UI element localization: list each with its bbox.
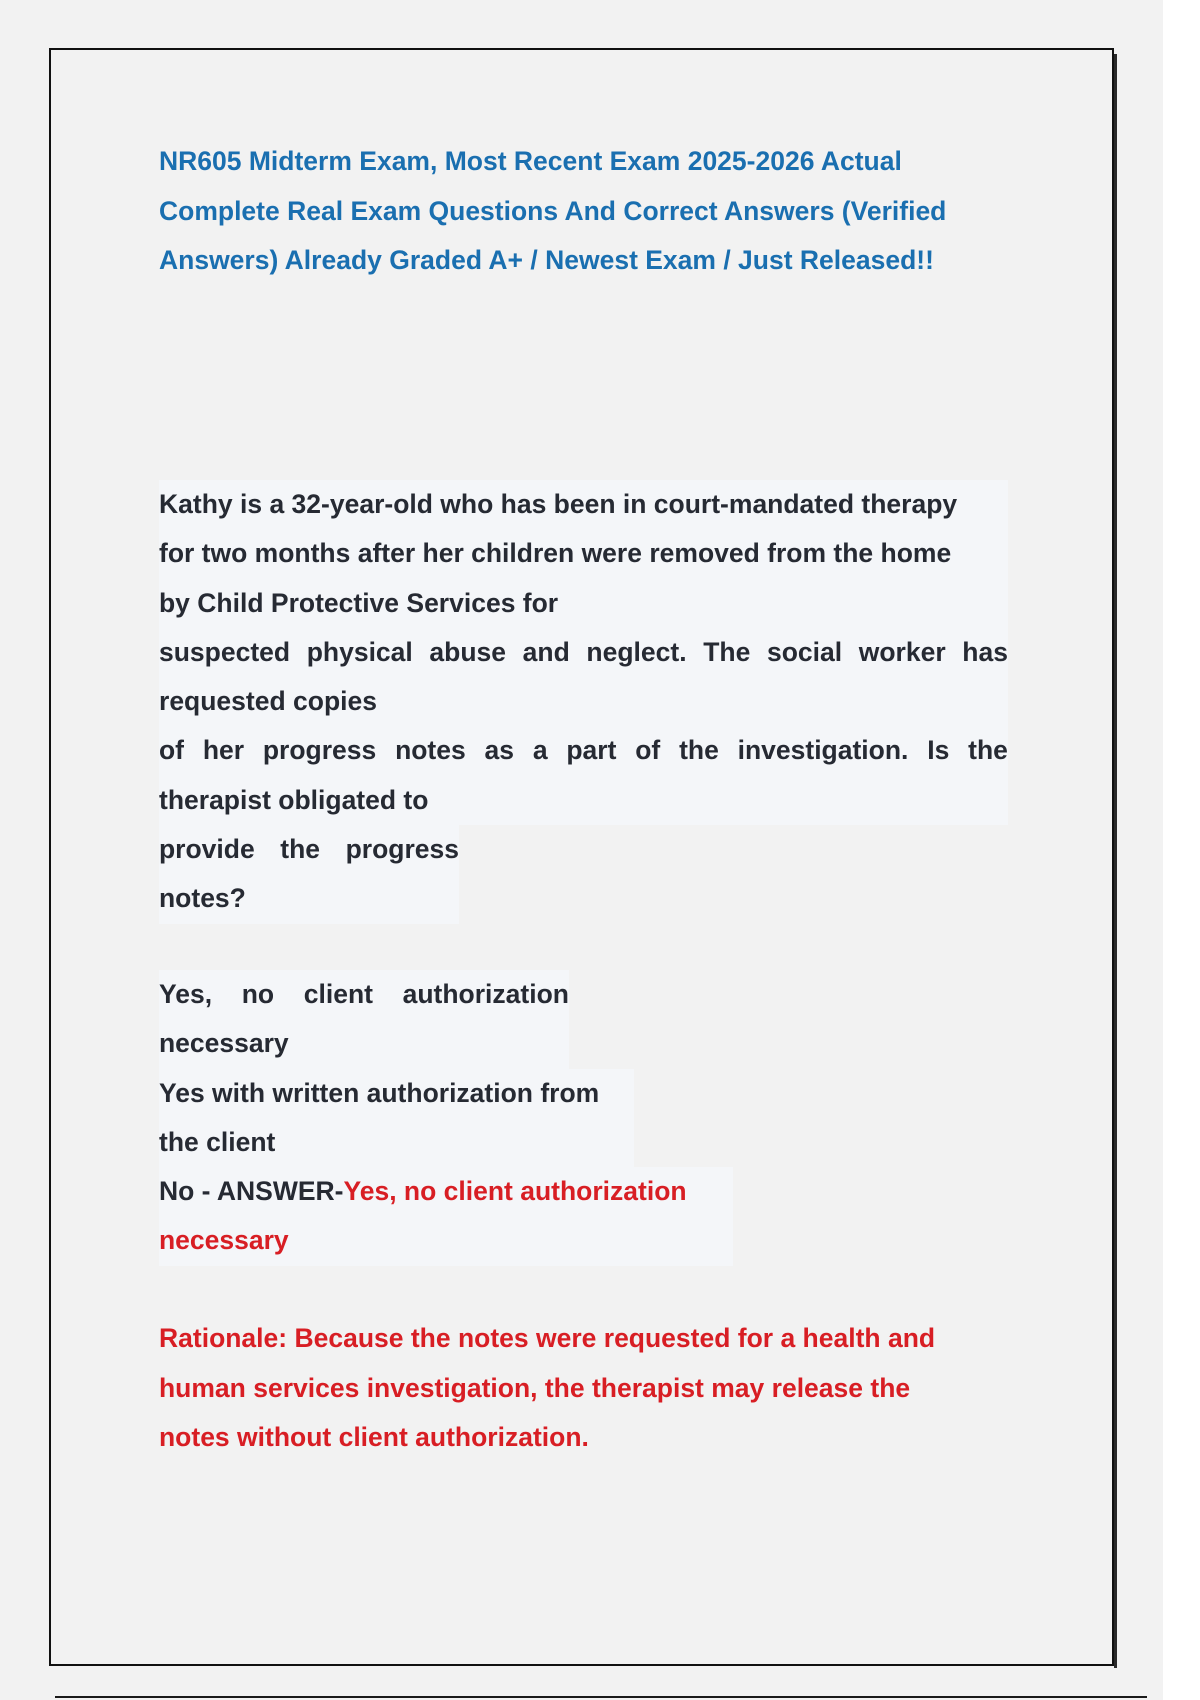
question-line: of her progress notes as a part of the investigation. Is the: [159, 726, 1008, 775]
question-line: provide the progress: [159, 825, 459, 874]
question-line: therapist obligated to: [159, 776, 1008, 825]
title-line: Complete Real Exam Questions And Correct Answers (Verified: [159, 195, 947, 226]
answer-options: [159, 970, 733, 1266]
option-continuation: the client: [159, 1118, 634, 1167]
question-line: Kathy is a 32-year-old who has been in court-mandated therapy: [159, 480, 1008, 529]
correct-answer-continuation: necessary: [159, 1216, 733, 1265]
document-title: [159, 137, 1039, 286]
option-no-label: No - ANSWER-: [159, 1176, 344, 1207]
question-line: for two months after her children were removed from the home: [159, 529, 1008, 578]
question-line: suspected physical abuse and neglect. The social worker has: [159, 628, 1008, 677]
option-no-with-answer: [159, 1167, 733, 1216]
title-line: NR605 Midterm Exam, Most Recent Exam 2025-2026 Actual: [159, 146, 902, 176]
question-text: [159, 480, 1008, 924]
title-line: Answers) Already Graded A+ / Newest Exam / Just Released!!: [159, 245, 934, 275]
correct-answer: Yes, no client authorization: [343, 1176, 687, 1207]
question-line: by Child Protective Services for: [159, 579, 1008, 628]
option-yes-no-authorization: Yes, no client authorization: [159, 970, 569, 1019]
option-yes-written-authorization: Yes with written authorization from: [159, 1069, 634, 1118]
next-page-edge: [55, 1696, 1147, 1698]
rationale: [159, 1314, 1039, 1463]
option-continuation: necessary: [159, 1019, 569, 1068]
rationale-line: notes without client authorization.: [159, 1422, 589, 1452]
viewer-gutter: [1163, 0, 1200, 1700]
question-line: requested copies: [159, 677, 1008, 726]
page-shadow: [1114, 54, 1117, 1668]
rationale-line: Rationale: Because the notes were requested for a health and: [159, 1323, 936, 1353]
question-line: notes?: [159, 874, 459, 923]
rationale-line: human services investigation, the therapist may release the: [159, 1372, 911, 1403]
